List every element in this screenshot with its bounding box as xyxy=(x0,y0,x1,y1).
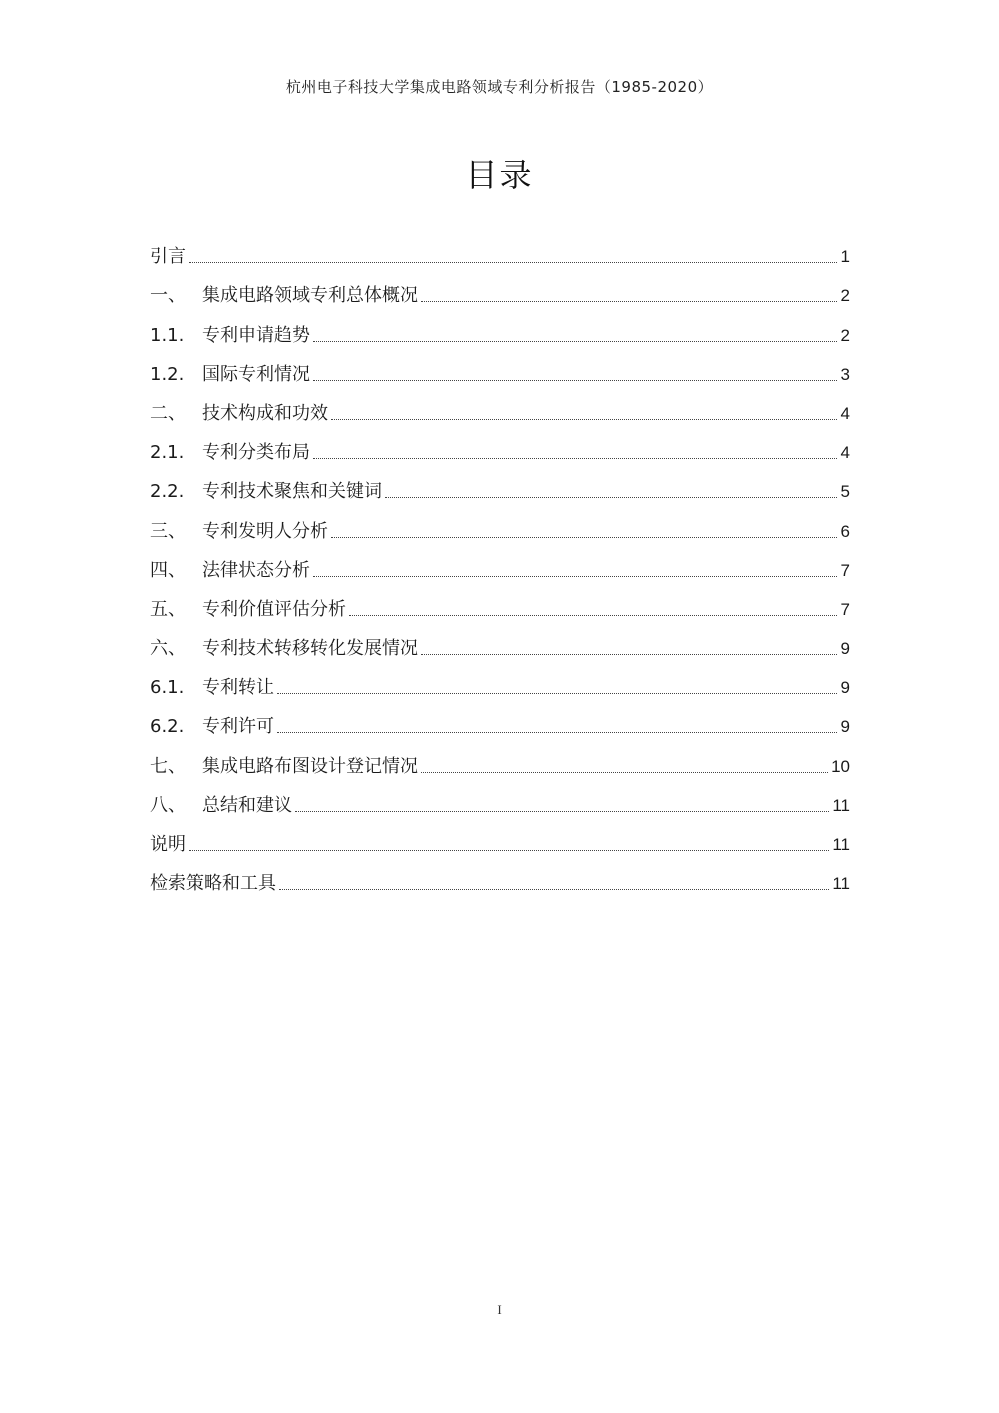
toc-entry-label: 引言 xyxy=(150,246,186,268)
toc-entry-label: 国际专利情况 xyxy=(202,363,310,385)
toc-list xyxy=(150,230,850,896)
toc-entry-page: 10 xyxy=(831,756,850,776)
toc-entry-page: 4 xyxy=(840,443,850,463)
toc-entry-section-6-1[interactable] xyxy=(150,661,850,700)
toc-leader-dots xyxy=(313,380,837,381)
toc-entry-page: 11 xyxy=(832,835,850,854)
toc-entry-chapter-4[interactable] xyxy=(150,544,850,583)
toc-entry-page: 4 xyxy=(840,403,850,423)
toc-leader-dots xyxy=(421,772,828,773)
toc-entry-section-1-1[interactable] xyxy=(150,308,850,347)
toc-entry-label: 检索策略和工具 xyxy=(150,873,276,895)
running-header: 杭州电子科技大学集成电路领域专利分析报告（1985-2020） xyxy=(285,78,714,96)
toc-entry-chapter-7[interactable] xyxy=(150,739,850,778)
toc-leader-dots xyxy=(279,889,829,890)
toc-leader-dots xyxy=(189,262,837,263)
toc-entry-label: 专利申请趋势 xyxy=(202,324,310,346)
toc-entry-page: 1 xyxy=(840,247,850,267)
toc-leader-dots xyxy=(277,693,837,694)
toc-entry-number: 八、 xyxy=(150,794,186,816)
toc-entry-number: 四、 xyxy=(150,559,186,581)
toc-entry-notes[interactable] xyxy=(150,818,850,857)
toc-entry-number: 6.1. xyxy=(150,677,185,699)
toc-leader-dots xyxy=(277,732,837,733)
toc-entry-page: 2 xyxy=(840,325,850,345)
toc-leader-dots xyxy=(313,341,837,342)
toc-entry-page: 11 xyxy=(832,795,850,815)
toc-entry-label: 专利技术聚焦和关键词 xyxy=(202,481,382,503)
toc-entry-label: 集成电路领域专利总体概况 xyxy=(202,285,418,307)
toc-entry-page: 5 xyxy=(840,482,850,502)
toc-entry-label: 集成电路布图设计登记情况 xyxy=(202,755,418,777)
toc-entry-chapter-3[interactable] xyxy=(150,504,850,543)
toc-entry-label: 总结和建议 xyxy=(202,794,292,816)
toc-leader-dots xyxy=(313,458,837,459)
toc-entry-chapter-2[interactable] xyxy=(150,387,850,426)
toc-entry-number: 6.2. xyxy=(150,716,185,738)
toc-entry-number: 1.2. xyxy=(150,363,185,385)
toc-entry-section-6-2[interactable] xyxy=(150,700,850,739)
toc-entry-label: 专利许可 xyxy=(202,716,274,738)
toc-entry-chapter-1[interactable] xyxy=(150,269,850,308)
toc-entry-page: 2 xyxy=(840,286,850,306)
toc-leader-dots xyxy=(331,537,837,538)
toc-entry-section-2-2[interactable] xyxy=(150,465,850,504)
toc-entry-page: 3 xyxy=(840,364,850,384)
toc-entry-label: 说明 xyxy=(150,834,186,855)
toc-entry-label: 技术构成和功效 xyxy=(202,402,328,424)
toc-entry-number: 五、 xyxy=(150,598,186,620)
toc-leader-dots xyxy=(385,497,837,498)
toc-leader-dots xyxy=(349,615,837,616)
toc-entry-number: 2.1. xyxy=(150,442,185,464)
toc-leader-dots xyxy=(313,576,837,577)
toc-leader-dots xyxy=(295,811,829,812)
toc-entry-number: 1.1. xyxy=(150,324,185,346)
toc-entry-chapter-8[interactable] xyxy=(150,779,850,818)
toc-entry-chapter-6[interactable] xyxy=(150,622,850,661)
toc-entry-chapter-5[interactable] xyxy=(150,583,850,622)
toc-leader-dots xyxy=(189,850,829,851)
toc-entry-number: 三、 xyxy=(150,520,186,542)
toc-entry-label: 法律状态分析 xyxy=(202,559,310,581)
toc-title: 目录 xyxy=(465,156,534,194)
page-footer-number: I xyxy=(497,1302,502,1317)
toc-entry-intro[interactable] xyxy=(150,230,850,269)
toc-entry-number: 二、 xyxy=(150,402,186,424)
toc-entry-page: 7 xyxy=(840,599,850,619)
toc-leader-dots xyxy=(331,419,837,420)
toc-entry-label: 专利分类布局 xyxy=(202,442,310,464)
toc-entry-section-1-2[interactable] xyxy=(150,348,850,387)
toc-entry-label: 专利技术转移转化发展情况 xyxy=(202,638,418,660)
toc-leader-dots xyxy=(421,654,837,655)
toc-entry-label: 专利价值评估分析 xyxy=(202,598,346,620)
toc-entry-number: 六、 xyxy=(150,638,186,660)
toc-leader-dots xyxy=(421,301,837,302)
toc-entry-label: 专利发明人分析 xyxy=(202,520,328,542)
toc-entry-page: 9 xyxy=(840,678,850,698)
toc-entry-label: 专利转让 xyxy=(202,677,274,699)
toc-entry-number: 2.2. xyxy=(150,481,185,503)
toc-entry-page: 7 xyxy=(840,560,850,580)
toc-entry-page: 9 xyxy=(840,717,850,737)
toc-entry-number: 一、 xyxy=(150,285,186,307)
toc-entry-page: 9 xyxy=(840,639,850,659)
toc-entry-page: 11 xyxy=(832,874,850,894)
toc-entry-page: 6 xyxy=(840,521,850,541)
toc-entry-search-strategy[interactable] xyxy=(150,857,850,896)
toc-entry-number: 七、 xyxy=(150,755,186,777)
toc-entry-section-2-1[interactable] xyxy=(150,426,850,465)
